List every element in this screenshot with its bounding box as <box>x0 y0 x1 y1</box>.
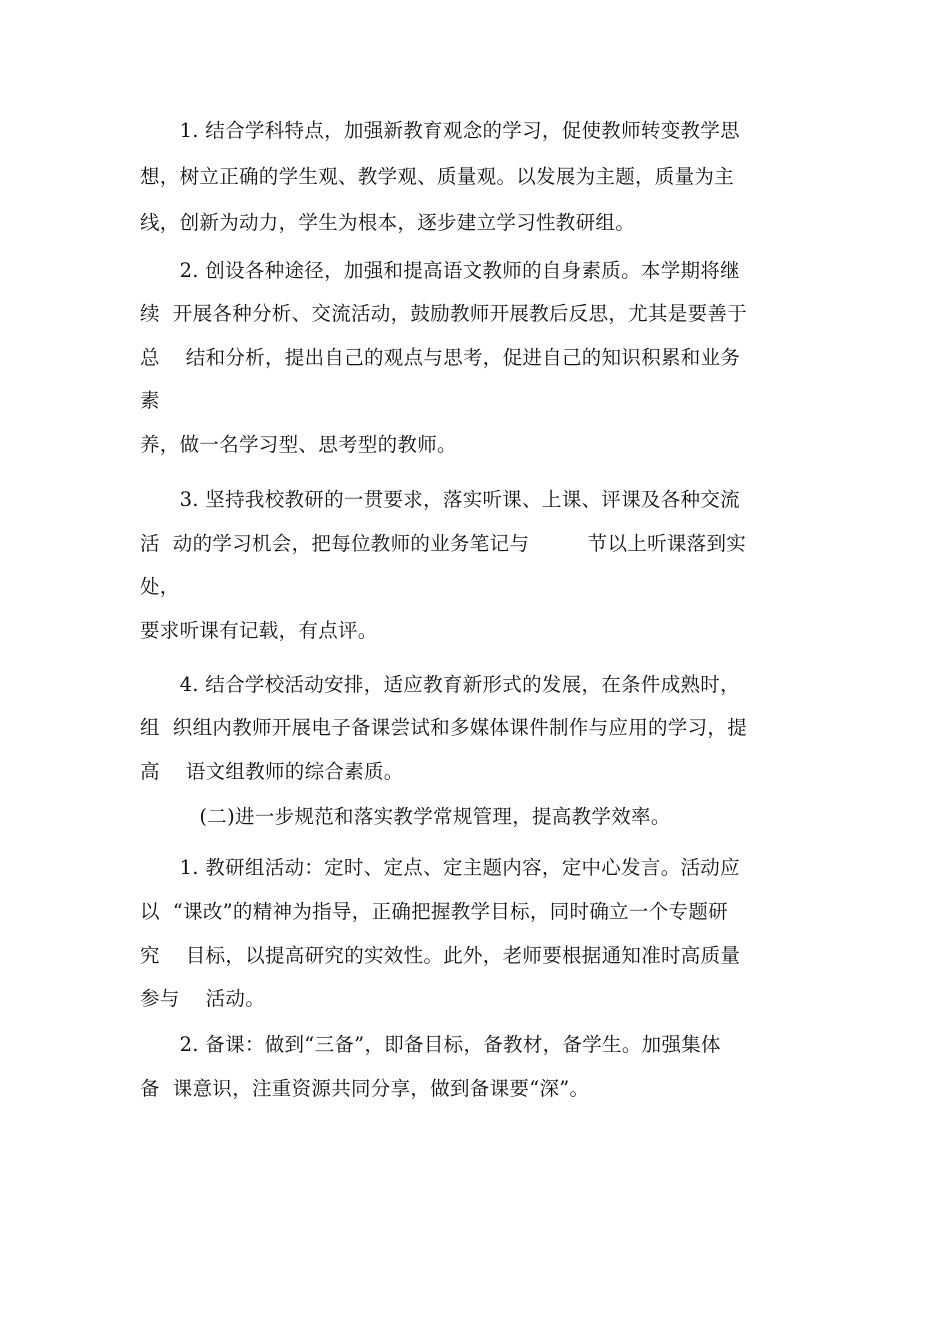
paragraph-5-line-2: 以 “课改”的精神为指导，正确把握教学目标，同时确立一个专题研 <box>140 900 728 923</box>
paragraph-3-line-1: 3. 坚持我校教研的一贯要求，落实听课、上课、评课及各种交流 <box>140 488 740 511</box>
paragraph-6-line-2: 备 课意识，注重资源共同分享，做到备课要“深”。 <box>140 1077 590 1100</box>
paragraph-3-line-2: 活 动的学习机会，把每位教师的业务笔记与 节以上听课落到实 <box>140 532 747 555</box>
paragraph-4-line-1: 4. 结合学校活动安排，适应教育新形式的发展，在条件成熟时， <box>140 673 740 696</box>
paragraph-5-line-4: 参与 活动。 <box>140 987 265 1010</box>
paragraph-3-line-3: 处， <box>140 575 180 598</box>
paragraph-2-line-3: 总 结和分析，提出自己的观点与思考，促进自己的知识积累和业务 <box>140 346 741 369</box>
paragraph-4-line-2: 组 织组内教师开展电子备课尝试和多媒体课件制作与应用的学习，提 <box>140 716 747 739</box>
paragraph-3-line-4: 要求听课有记载，有点评。 <box>140 619 378 642</box>
section-heading: (二)进一步规范和落实教学常规管理，提高教学效率。 <box>140 805 671 828</box>
paragraph-5-line-1: 1. 教研组活动：定时、定点、定主题内容，定中心发言。活动应 <box>140 856 740 879</box>
paragraph-1-line-3: 线，创新为动力，学生为根本，逐步建立学习性教研组。 <box>140 211 636 234</box>
paragraph-2-line-1: 2. 创设各种途径，加强和提高语文教师的自身素质。本学期将继 <box>140 259 740 282</box>
paragraph-4-line-3: 高 语文组教师的综合素质。 <box>140 760 404 783</box>
paragraph-6-line-1: 2. 备课：做到“三备”，即备目标，备教材，备学生。加强集体 <box>140 1033 721 1056</box>
paragraph-2-line-4: 素 <box>140 389 160 412</box>
paragraph-1-line-1: 1. 结合学科特点，加强新教育观念的学习，促使教师转变教学思 <box>140 119 740 142</box>
paragraph-2-line-5: 养，做一名学习型、思考型的教师。 <box>140 433 457 456</box>
paragraph-2-line-2: 续 开展各种分析、交流活动，鼓励教师开展教后反思，尤其是要善于 <box>140 302 747 325</box>
paragraph-1-line-2: 想，树立正确的学生观、教学观、质量观。以发展为主题，质量为主 <box>140 165 735 188</box>
paragraph-5-line-3: 究 目标，以提高研究的实效性。此外，老师要根据通知准时高质量 <box>140 944 741 967</box>
